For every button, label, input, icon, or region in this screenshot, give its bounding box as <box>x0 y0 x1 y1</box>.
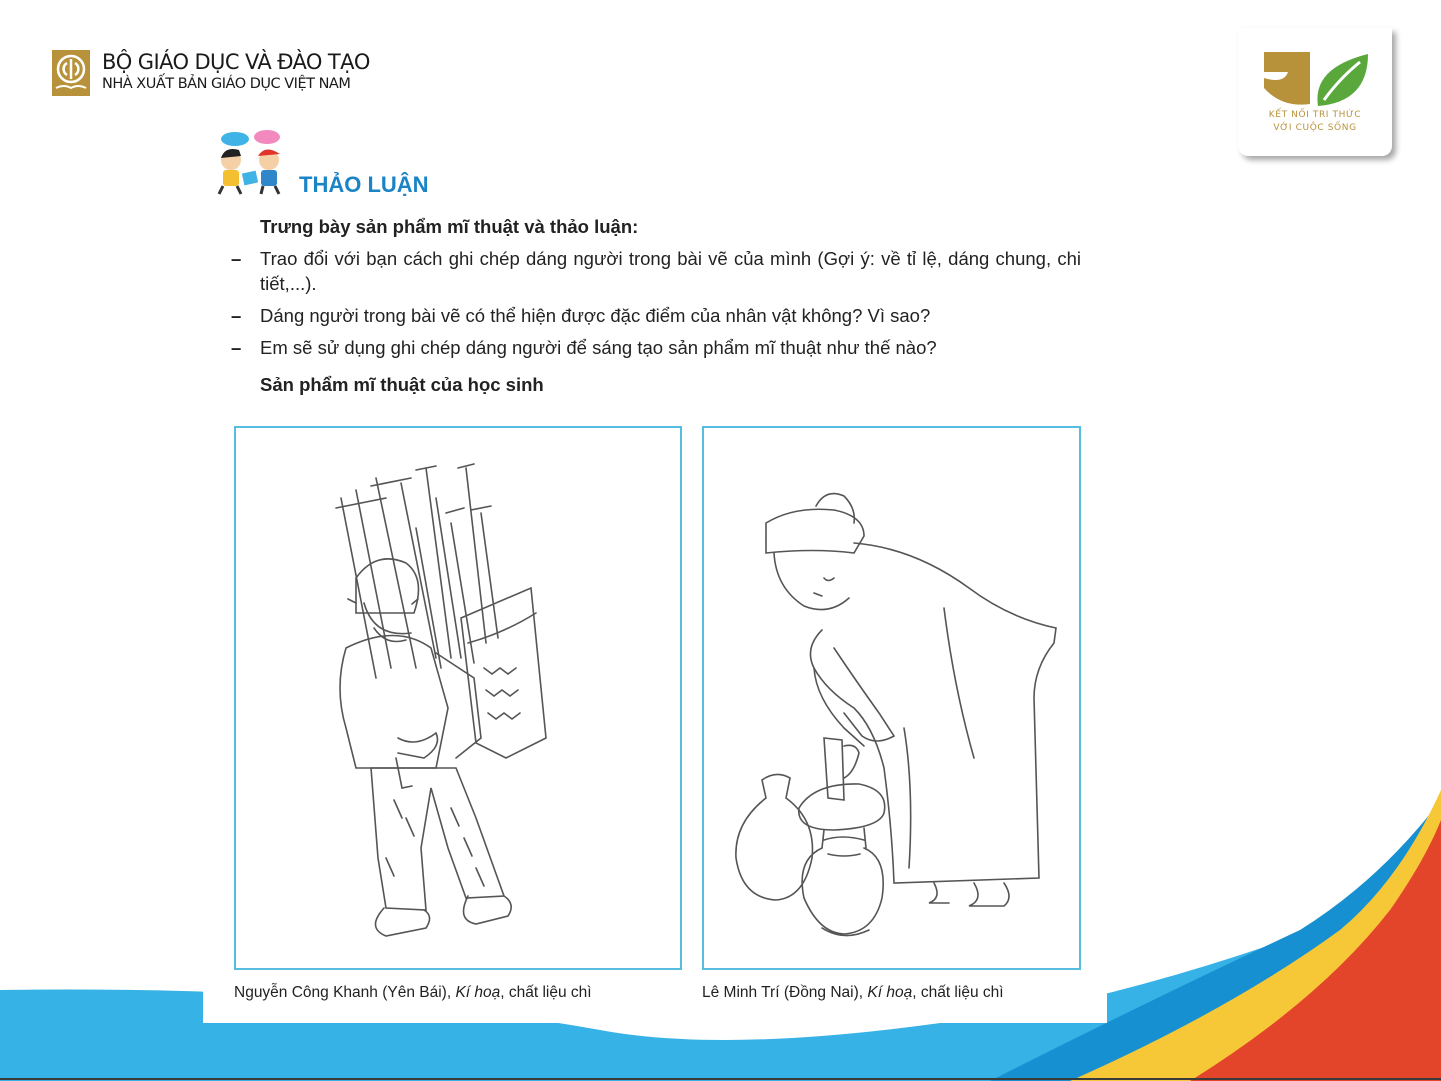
list-item <box>231 335 1081 360</box>
artwork-title: Kí hoạ <box>867 984 913 1001</box>
publisher-house-name: NHÀ XUẤT BẢN GIÁO DỤC VIỆT NAM <box>102 76 351 92</box>
bullet-text: Em sẽ sử dụng ghi chép dáng người để sáng tạo sản phẩm mĩ thuật như thế nào? <box>260 337 937 358</box>
student-works-title: Sản phẩm mĩ thuật của học sinh <box>260 374 544 395</box>
artwork-title: Kí hoạ <box>455 984 501 1001</box>
series-name-line2: VỚI CUỘC SỐNG <box>1273 123 1357 133</box>
artwork-frame-2 <box>702 426 1081 970</box>
bullet-dash: – <box>231 337 242 358</box>
bullet-dash: – <box>231 305 242 326</box>
textbook-page <box>203 118 1107 1023</box>
list-item <box>231 303 1081 328</box>
bullet-dash: – <box>231 248 242 269</box>
bullet-text: Trao đổi với bạn cách ghi chép dáng người trong bài vẽ của mình (Gợi ý: về tỉ lệ, dáng chung, chi tiết,...). <box>260 248 1081 294</box>
artwork-author: Lê Minh Trí (Đồng Nai), <box>702 984 864 1001</box>
artwork-caption-1 <box>234 984 592 1002</box>
artwork-author: Nguyễn Công Khanh (Yên Bái), <box>234 984 452 1001</box>
discussion-bullet-list <box>231 246 1081 367</box>
bullet-text: Dáng người trong bài vẽ có thể hiện được đặc điểm của nhân vật không? Vì sao? <box>260 305 931 326</box>
publisher-header <box>52 50 370 96</box>
leaf-logo-icon <box>1260 48 1372 112</box>
gd-publisher-logo-icon <box>52 50 90 96</box>
sketch-woman-with-jars-image <box>704 428 1079 968</box>
discussion-intro: Trưng bày sản phẩm mĩ thuật và thảo luận: <box>260 216 639 237</box>
publisher-ministry-name: BỘ GIÁO DỤC VÀ ĐÀO TẠO <box>102 50 370 74</box>
artwork-medium: , chất liệu chì <box>500 984 592 1001</box>
section-title: THẢO LUẬN <box>299 172 429 197</box>
artwork-medium: , chất liệu chì <box>912 984 1004 1001</box>
artwork-caption-2 <box>702 984 1004 1002</box>
list-item <box>231 246 1081 296</box>
series-brand-card <box>1238 28 1392 156</box>
artwork-frame-1 <box>234 426 682 970</box>
sketch-man-carrying-wood-image <box>236 428 680 968</box>
children-mascot-icon <box>209 126 295 196</box>
series-name-line1: KẾT NỐI TRI THỨC <box>1268 110 1362 120</box>
